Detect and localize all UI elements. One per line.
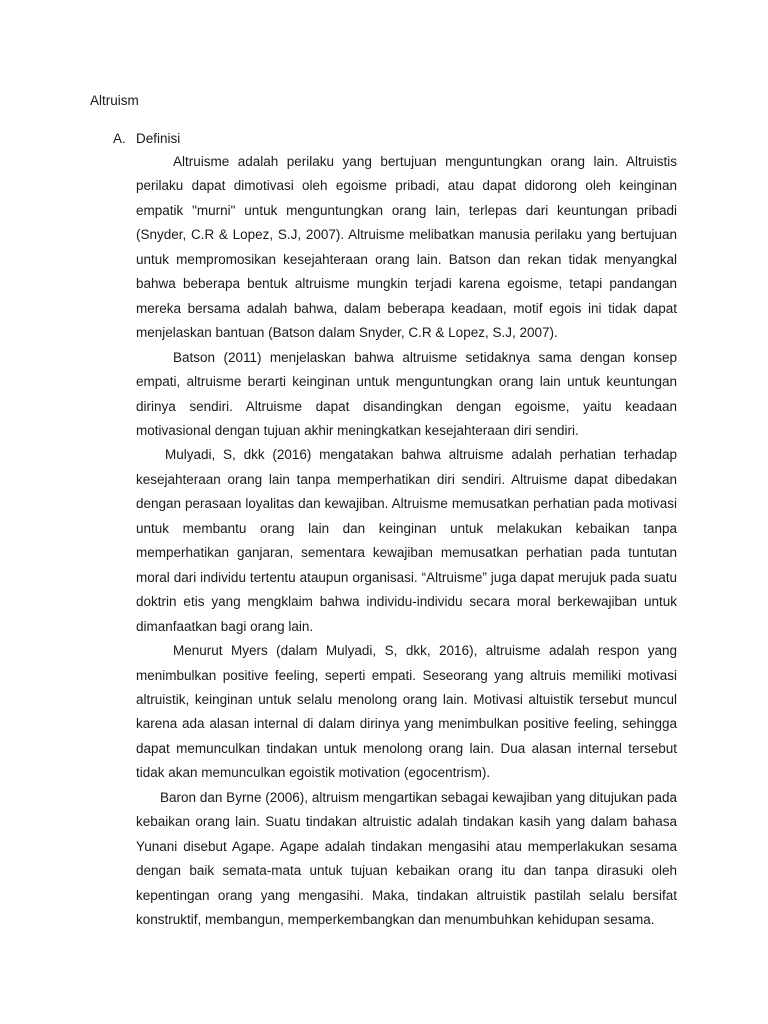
document-title: Altruism — [90, 93, 139, 108]
document-body — [136, 150, 677, 933]
paragraph: Mulyadi, S, dkk (2016) mengatakan bahwa altruisme adalah perhatian terhadap kesejahteraan orang lain tanpa memperhatikan diri sendiri. Altruisme dapat dibedakan dengan perasaan loyalitas dan kewajiban. Altruisme memusatkan perhatian pada motivasi untuk membantu orang lain dan keinginan untuk melakukan kebaikan tanpa memperhatikan ganjaran, sementara kewajiban memusatkan perhatian pada tuntutan moral dari individu tertentu ataupun organisasi. “Altruisme” juga dapat merujuk pada suatu doktrin etis yang mengklaim bahwa individu-individu secara moral berkewajiban untuk dimanfaatkan bagi orang lain. — [136, 447, 677, 634]
paragraph: Menurut Myers (dalam Mulyadi, S, dkk, 2016), altruisme adalah respon yang menimbulkan positive feeling, seperti empati. Seseorang yang altruis memiliki motivasi altruistik, keinginan untuk selalu menolong orang lain. Motivasi altuistik tersebut muncul karena ada alasan internal di dalam dirinya yang menimbulkan positive feeling, sehingga dapat memunculkan tindakan untuk menolong orang lain. Dua alasan internal tersebut tidak akan memunculkan egoistik motivation (egocentrism). — [136, 643, 677, 781]
paragraph: Altruisme adalah perilaku yang bertujuan menguntungkan orang lain. Altruistis perilaku dapat dimotivasi oleh egoisme pribadi, atau dapat didorong oleh keinginan empatik "murni" untuk menguntungkan orang lain, terlepas dari keuntungan pribadi (Snyder, C.R & Lopez, S.J, 2007). Altruisme melibatkan manusia perilaku yang bertujuan untuk mempromosikan kesejahteraan orang lain. Batson dan rekan tidak menyangkal bahwa beberapa bentuk altruisme mungkin terjadi karena egoisme, tetapi pandangan mereka bersama adalah bahwa, dalam beberapa keadaan, motif egois ini tidak dapat menjelaskan bantuan (Batson dalam Snyder, C.R & Lopez, S.J, 2007). — [136, 154, 677, 341]
section-number: A. — [113, 131, 126, 146]
paragraph: Baron dan Byrne (2006), altruism mengartikan sebagai kewajiban yang ditujukan pada kebaikan orang lain. Suatu tindakan altruistic adalah tindakan kasih yang dalam bahasa Yunani disebut Agape. Agape adalah tindakan mengasihi atau memperlakukan sesama dengan baik semata-mata untuk tujuan kebaikan orang itu dan tanpa dirasuki oleh kepentingan orang yang mengasihi. Maka, tindakan altruistik pastilah selalu bersifat konstruktif, membangun, memperkembangkan dan menumbuhkan kehidupan sesama. — [136, 789, 677, 928]
section-heading-text: Definisi — [136, 131, 181, 146]
paragraph: Batson (2011) menjelaskan bahwa altruisme setidaknya sama dengan konsep empati, altruisme berarti keinginan untuk menguntungkan orang lain untuk keuntungan dirinya sendiri. Altruisme dapat disandingkan dengan egoisme, yaitu keadaan motivasional dengan tujuan akhir meningkatkan kesejahteraan diri sendiri. — [136, 349, 677, 438]
section-heading — [113, 130, 180, 148]
